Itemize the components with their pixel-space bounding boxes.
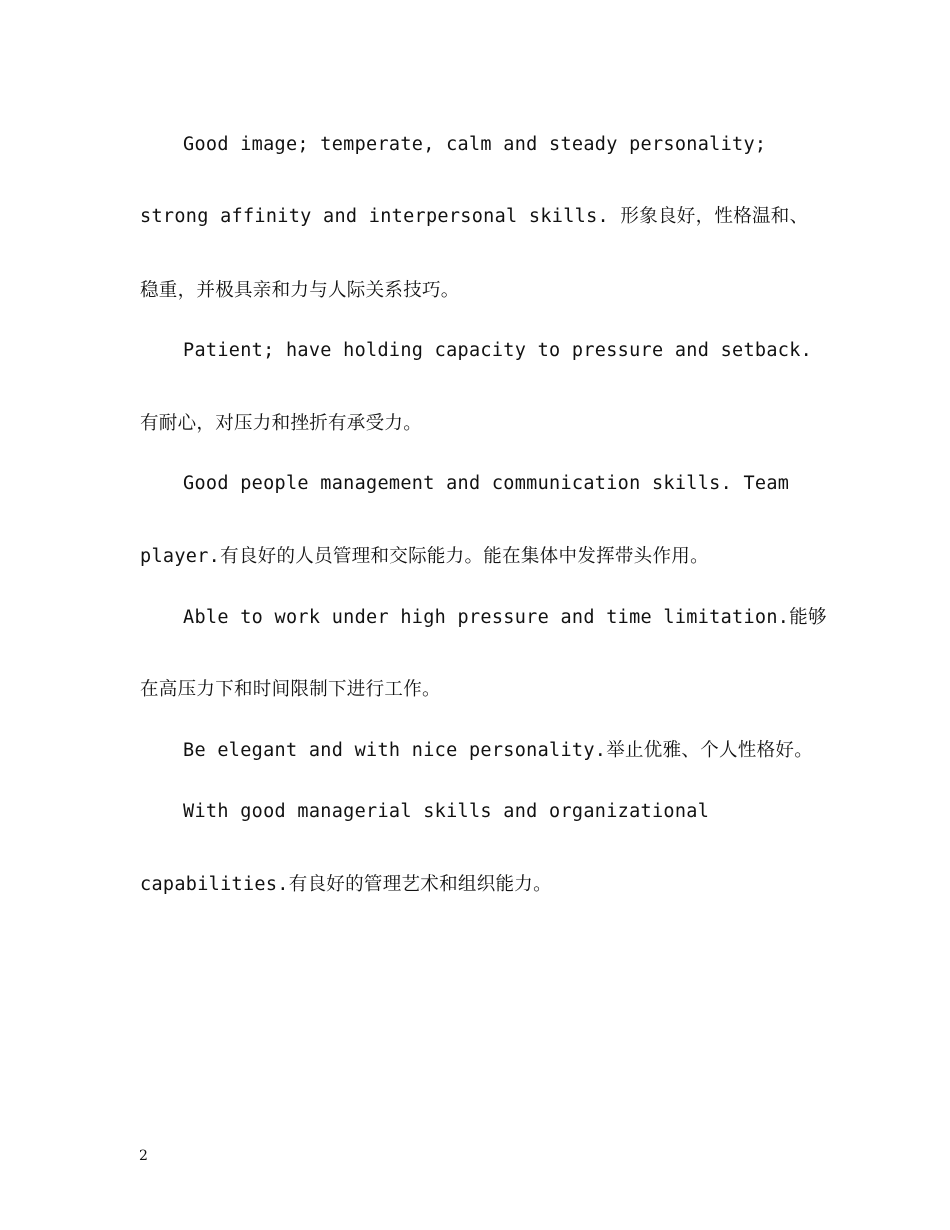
text-line-2: strong affinity and interpersonal skills. 形象良好，性格温和、 <box>140 206 809 227</box>
text-line-3: 稳重，并极具亲和力与人际关系技巧。 <box>140 280 460 301</box>
text-line-6: Good people management and communication skills. Team <box>183 473 790 494</box>
text-line-4: Patient; have holding capacity to pressure and setback. <box>183 340 813 361</box>
text-line-5: 有耐心，对压力和挫折有承受力。 <box>140 413 423 434</box>
text-line-1: Good image; temperate, calm and steady personality; <box>183 134 767 155</box>
text-line-8: Able to work under high pressure and time limitation.能够 <box>183 607 827 628</box>
text-line-10: Be elegant and with nice personality.举止优雅、个人性格好。 <box>183 740 814 761</box>
text-line-7: player.有良好的人员管理和交际能力。能在集体中发挥带头作用。 <box>140 546 709 567</box>
text-line-12: capabilities.有良好的管理艺术和组织能力。 <box>140 874 552 895</box>
page-number: 2 <box>139 1148 148 1164</box>
text-line-11: With good managerial skills and organizational <box>183 801 710 822</box>
text-line-9: 在高压力下和时间限制下进行工作。 <box>140 679 441 700</box>
